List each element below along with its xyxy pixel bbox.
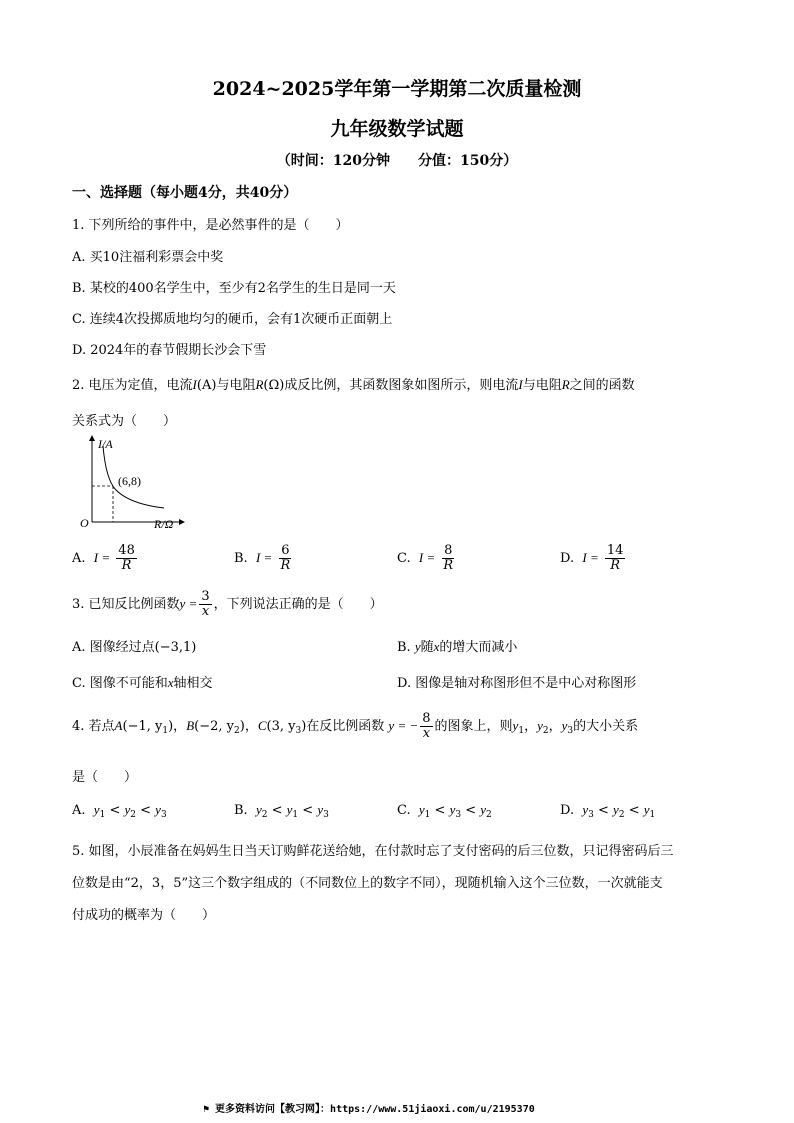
q3-option-c: C. 图像不可能和x轴相交 [72, 675, 213, 691]
section-heading: 一、选择题（每小题4分，共40分） [72, 185, 298, 201]
q3-option-a: A. 图像经过点(−3,1) [72, 640, 197, 655]
q4-option-c: C. $y_1 < y_3 < y_2$ [397, 802, 492, 820]
q1-option-c: C. 连续4次投掷质地均匀的硬币，会有1次硬币正面朝上 [72, 312, 393, 327]
fraction: $\frac{3}{x}$ [201, 589, 210, 619]
origin-label: O [80, 516, 89, 530]
fraction: $\frac{48}{R}$ [118, 543, 135, 573]
y-axis-label: I/A [98, 437, 113, 451]
q1-option-d: D. 2024年的春节假期长沙会下雪 [72, 343, 267, 358]
q4-stem-line2: 是（ ） [72, 770, 138, 785]
exam-title: 2024~2025学年第一学期第二次质量检测 [212, 78, 582, 100]
q1-option-b: B. 某校的400名学生中，至少有2名学生的生日是同一天 [72, 281, 396, 296]
q4-option-a: A. $y_1 < y_2 < y_3$ [72, 802, 167, 820]
q4-option-d: D. $y_3 < y_2 < y_1$ [560, 802, 656, 820]
q5-line1: 5. 如图，小辰准备在妈妈生日当天订购鲜花送给她，在付款时忘了支付密码的后三位数，只记得密码后三 [72, 844, 674, 859]
q5-line2: 位数是由“2，3，5”这三个数字组成的（不同数位上的数字不同），现随机输入这个三位数，一次就能支 [72, 876, 663, 891]
q4-stem: 4. 若点A(−1, $y_1$)，B(−2, $y_2$)，C(3, $y_3$)在反比例函数 y = − $\frac{8}{x}$ 的图象上，则$y_1$，$y_2$，$y_3$的大小关系 [72, 711, 639, 741]
q2-option-d: D. I = $\frac{14}{R}$ [560, 543, 624, 573]
exam-subtitle: 九年级数学试题 [330, 118, 464, 140]
q2-stem-line2: 关系式为（ ） [72, 414, 177, 429]
q2-option-b: B. I = $\frac{6}{R}$ [234, 543, 291, 573]
q2-option-c: C. I = $\frac{8}{R}$ [397, 543, 454, 573]
q3-option-d: D. 图像是轴对称图形但不是中心对称图形 [397, 676, 637, 691]
q2-option-a: A. I = $\frac{48}{R}$ [72, 543, 135, 573]
fraction: $\frac{14}{R}$ [606, 543, 624, 573]
q4-option-b: B. $y_2 < y_1 < y_3$ [234, 802, 329, 820]
point-label: (6,8) [118, 474, 141, 488]
exam-info: （时间：120分钟 分值：150分） [276, 153, 518, 169]
fraction: $\frac{8}{x}$ [422, 711, 431, 741]
q2-stem: 2. 电压为定值，电流I(A)与电阻R(Ω)成反比例，其函数图象如图所示，则电流I与电阻R之间的函数 [72, 377, 635, 393]
q1-stem: 1. 下列所给的事件中，是必然事件的是（ ） [72, 218, 349, 233]
q3-option-b: B. y随x的增大而减小 [397, 639, 518, 655]
q5-line3: 付成功的概率为（ ） [72, 908, 216, 923]
footer-link[interactable]: ⚑ 更多资料访问【教习网】：https://www.51jiaoxi.com/u/2195370 [203, 1104, 535, 1115]
q1-option-a: A. 买10注福利彩票会中奖 [72, 250, 224, 265]
flag-icon: ⚑ [203, 1104, 216, 1115]
q3-stem: 3. 已知反比例函数y = $\frac{3}{x}$ ，下列说法正确的是（ ） [72, 589, 383, 619]
fraction: $\frac{6}{R}$ [280, 543, 291, 573]
fraction: $\frac{8}{R}$ [443, 543, 454, 573]
x-axis-label: R/Ω [154, 517, 174, 531]
q2-inverse-graph [72, 432, 192, 532]
